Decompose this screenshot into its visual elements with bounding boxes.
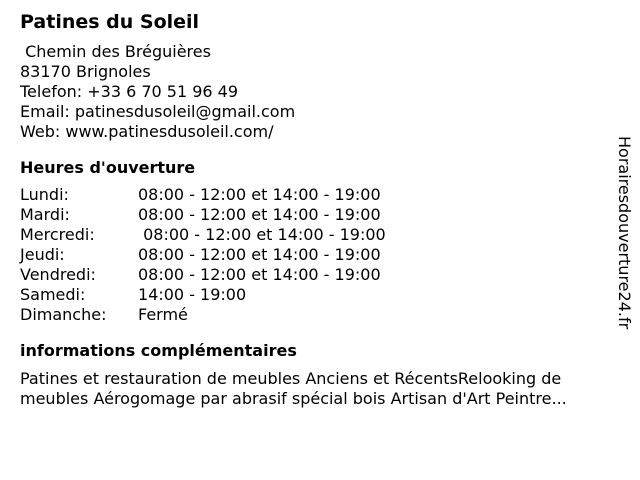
- web-line: Web: www.patinesdusoleil.com/: [20, 122, 274, 141]
- day-label: Mardi:: [20, 205, 70, 224]
- business-card: [20, 10, 610, 409]
- hours-row-monday: [20, 185, 610, 205]
- business-description: Patines et restauration de meubles Anciens et RécentsRelooking de meubles Aérogomage par abrasif spécial bois Artisan d'Art Peintre...: [20, 369, 567, 408]
- day-hours: 08:00 - 12:00 et 14:00 - 19:00: [138, 205, 381, 224]
- day-hours: Fermé: [138, 305, 188, 324]
- day-label: Jeudi:: [20, 245, 65, 264]
- info-heading: informations complémentaires: [20, 341, 297, 360]
- hours-row-wednesday: [20, 225, 610, 245]
- phone-line: Telefon: +33 6 70 51 96 49: [20, 82, 239, 101]
- day-hours: 08:00 - 12:00 et 14:00 - 19:00: [138, 265, 381, 284]
- hours-row-tuesday: [20, 205, 610, 225]
- city-address: 83170 Brignoles: [20, 62, 151, 81]
- business-name: Patines du Soleil: [20, 11, 200, 33]
- hours-row-sunday: [20, 305, 610, 325]
- day-label: Vendredi:: [20, 265, 96, 284]
- day-hours: 08:00 - 12:00 et 14:00 - 19:00: [138, 185, 381, 204]
- day-hours: 14:00 - 19:00: [138, 285, 247, 304]
- hours-row-thursday: [20, 245, 610, 265]
- hours-heading: Heures d'ouverture: [20, 158, 196, 177]
- day-hours: 08:00 - 12:00 et 14:00 - 19:00: [138, 245, 381, 264]
- email-line: Email: patinesdusoleil@gmail.com: [20, 102, 296, 121]
- hours-table: [20, 185, 610, 325]
- day-label: Lundi:: [20, 185, 69, 204]
- day-label: Dimanche:: [20, 305, 107, 324]
- day-hours: 08:00 - 12:00 et 14:00 - 19:00: [138, 225, 386, 244]
- hours-row-saturday: [20, 285, 610, 305]
- street-address: Chemin des Bréguières: [20, 42, 211, 61]
- site-watermark: Horairesdouverture24.fr: [615, 136, 634, 330]
- hours-row-friday: [20, 265, 610, 285]
- day-label: Samedi:: [20, 285, 86, 304]
- day-label: Mercredi:: [20, 225, 95, 244]
- address-block: [20, 42, 610, 142]
